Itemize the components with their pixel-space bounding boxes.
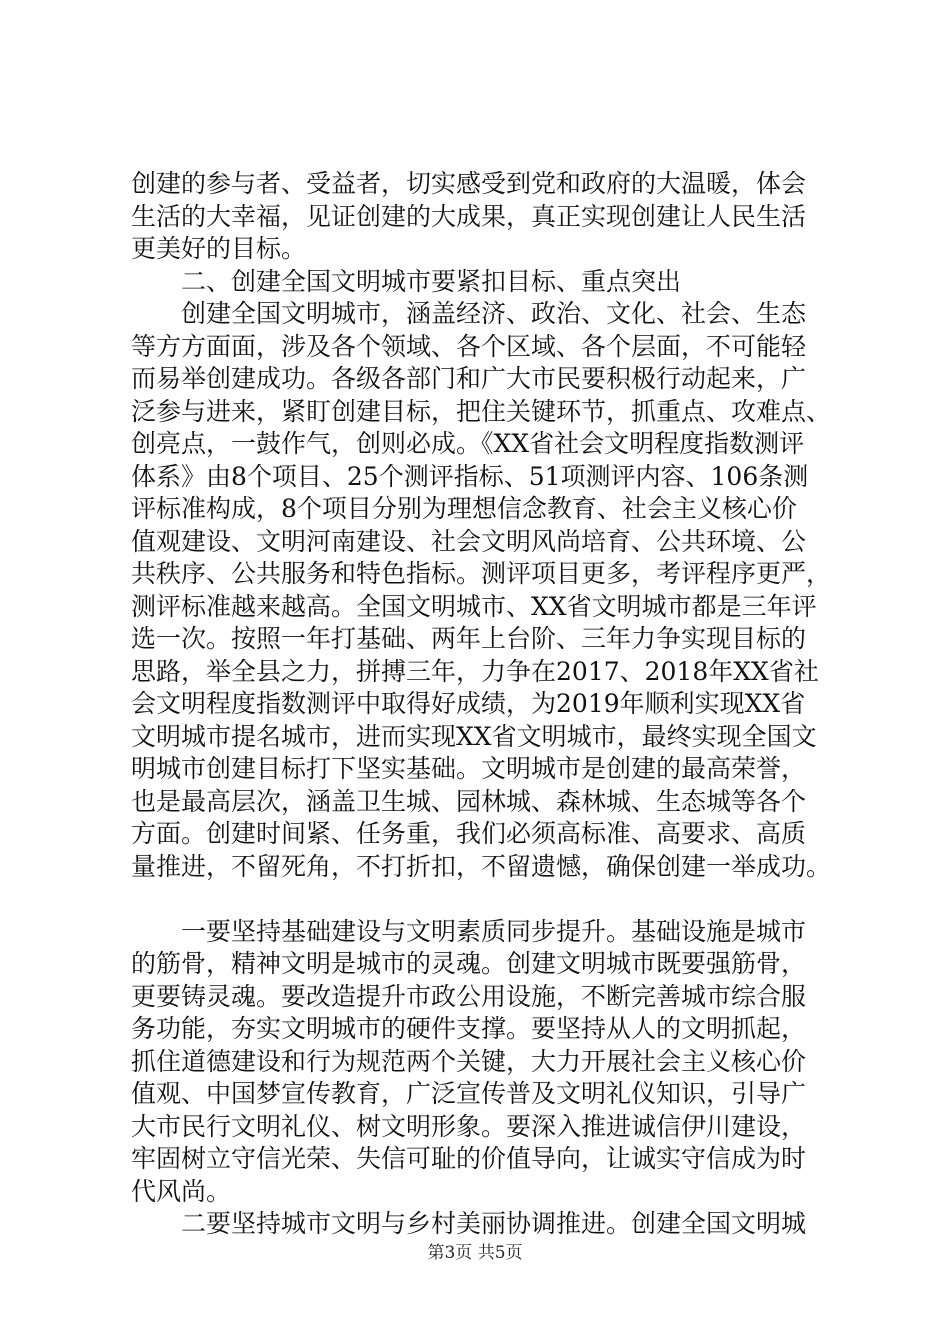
text-line: 共秩序、公共服务和特色指标。测评项目更多，考评程序更严， xyxy=(131,559,832,588)
text-line: 会文明程度指数测评中取得好成绩，为2019年顺利实现XX省 xyxy=(131,689,806,718)
text-line: 抓住道德建设和行为规范两个关键，大力开展社会主义核心价 xyxy=(131,1046,807,1076)
paragraph-gap xyxy=(131,883,831,916)
text-line: 评标准构成，8个项目分别为理想信念教育、社会主义核心价 xyxy=(131,494,797,523)
text-line: 测评标准越来越高。全国文明城市、XX省文明城市都是三年评 xyxy=(131,591,817,621)
text-line: 创建全国文明城市，涵盖经济、政治、文化、社会、生态 xyxy=(181,299,807,328)
document-body xyxy=(131,168,831,1241)
text-line: 一要坚持基础建设与文明素质同步提升。基础设施是城市 xyxy=(181,916,807,946)
text-line: 值观、中国梦宣传教育，广泛宣传普及文明礼仪知识，引导广 xyxy=(131,1079,807,1108)
text-line: 代风尚。 xyxy=(131,1176,232,1206)
text-line: 牢固树立守信光荣、失信可耻的价值导向，让诚实守信成为时 xyxy=(131,1144,807,1173)
text-line: 值观建设、文明河南建设、社会文明风尚培育、公共环境、公 xyxy=(131,526,807,556)
text-line: 二要坚持城市文明与乡村美丽协调推进。创建全国文明城 xyxy=(181,1209,807,1238)
text-line: 更美好的目标。 xyxy=(131,234,307,263)
page-number-footer: 第3页 共5页 xyxy=(427,1243,523,1263)
text-line: 创建的参与者、受益者，切实感受到党和政府的大温暖，体会 xyxy=(131,169,807,198)
text-line: 思路，举全县之力，拼搏三年，力争在2017、2018年XX省社 xyxy=(131,656,819,686)
text-line: 文明城市提名城市，进而实现XX省文明城市，最终实现全国文 xyxy=(131,721,817,751)
text-line: 的筋骨，精神文明是城市的灵魂。创建文明城市既要强筋骨， xyxy=(131,949,807,978)
text-line: 而易举创建成功。各级各部门和广大市民要积极行动起来，广 xyxy=(131,364,807,393)
section-heading: 二、创建全国文明城市要紧扣目标、重点突出 xyxy=(181,266,682,296)
text-line: 量推进，不留死角，不打折扣，不留遗憾，确保创建一举成功。 xyxy=(131,851,832,881)
text-line: 创亮点，一鼓作气，创则必成。《XX省社会文明程度指数测评 xyxy=(131,429,805,458)
text-line: 等方方面面，涉及各个领域、各个区域、各个层面，不可能轻 xyxy=(131,331,807,361)
text-line: 务功能，夯实文明城市的硬件支撑。要坚持从人的文明抓起， xyxy=(131,1014,807,1043)
text-line: 泛参与进来，紧盯创建目标，把住关键环节，抓重点、攻难点、 xyxy=(131,396,832,426)
text-line: 也是最高层次，涵盖卫生城、园林城、森林城、生态城等各个 xyxy=(131,786,807,816)
text-line: 方面。创建时间紧、任务重，我们必须高标准、高要求、高质 xyxy=(131,819,807,848)
text-line: 明城市创建目标打下坚实基础。文明城市是创建的最高荣誉， xyxy=(131,754,807,783)
text-line: 体系》由8个项目、25个测评指标、51项测评内容、106条测 xyxy=(131,461,809,491)
text-line: 选一次。按照一年打基础、两年上台阶、三年力争实现目标的 xyxy=(131,624,807,653)
text-line: 更要铸灵魂。要改造提升市政公用设施，不断完善城市综合服 xyxy=(131,981,807,1011)
text-line: 大市民行文明礼仪、树文明形象。要深入推进诚信伊川建设， xyxy=(131,1111,807,1141)
text-line: 生活的大幸福，见证创建的大成果，真正实现创建让人民生活 xyxy=(131,201,807,231)
